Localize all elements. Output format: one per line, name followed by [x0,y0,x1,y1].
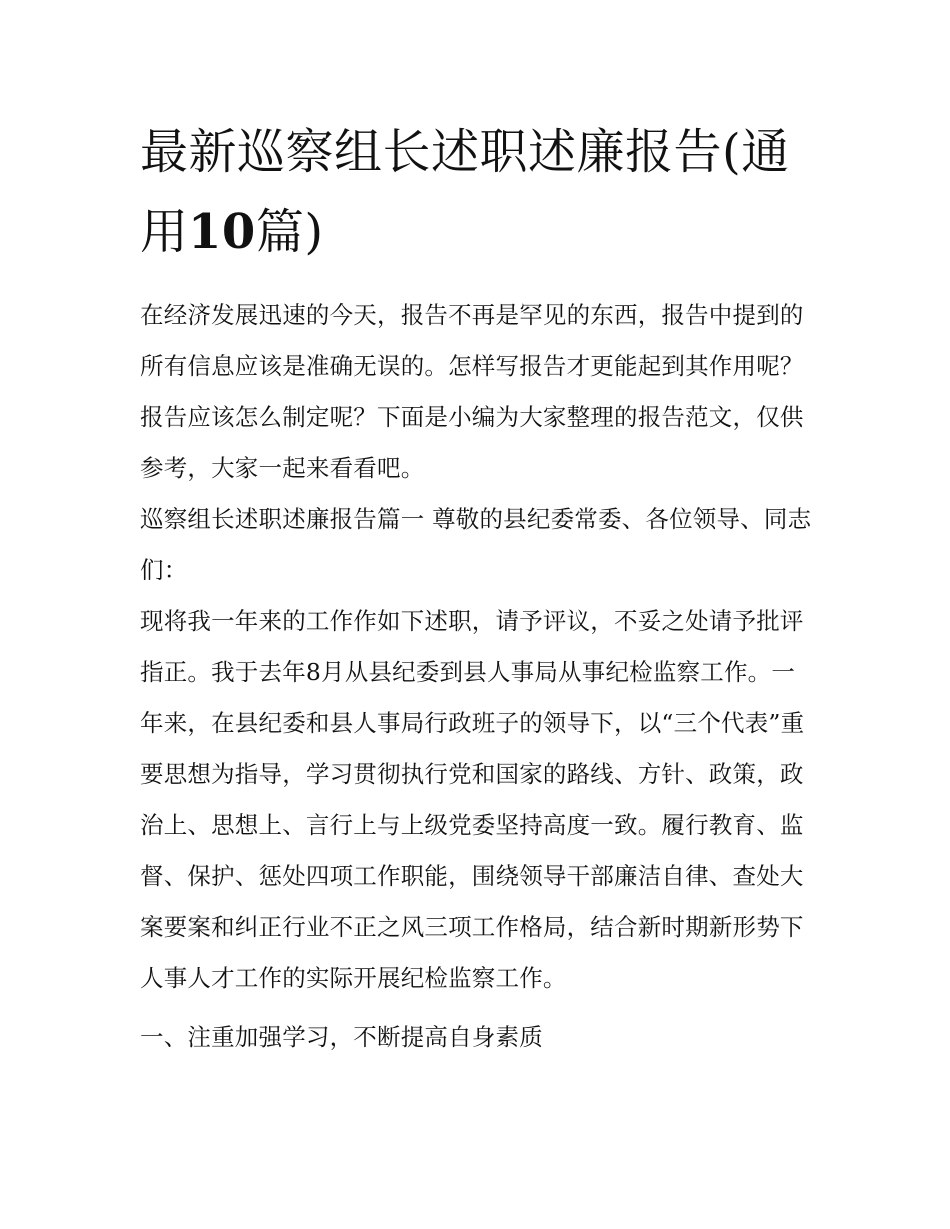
section-intro-paragraph: 巡察组长述职述廉报告篇一 尊敬的县纪委常委、各位领导、同志们： [140,505,812,584]
title-prefix: 最新巡察组长述职述廉报告(通 [140,124,790,180]
body-paragraph: 现将我一年来的工作作如下述职，请予评议，不妥之处请予批评指正。我于去年8月从县纪委到县人事局从事纪检监察工作。一年来，在县纪委和县人事局行政班子的领导下，以“三个代表”重要思想为指导，学习贯彻执行党和国家的路线、方针、政策，政治上、思想上、言行上与上级党委坚持高度一致。履行教育、监督、保护、惩处四项工作职能，围绕领导干部廉洁自律、查处大案要案和纠正行业不正之风三项工作格局，结合新时期新形势下人事人才工作的实际开展纪检监察工作。 [140,607,805,992]
title-line2: 用10篇) [140,204,324,260]
document-content [140,112,812,1063]
title-number: 10 [188,204,256,260]
section-heading-one: 一、注重加强学习，不断提高自身素质 [140,1023,543,1051]
intro-paragraph: 在经济发展迅速的今天，报告不再是罕见的东西，报告中提到的所有信息应该是准确无误的。怎样写报告才更能起到其作用呢？报告应该怎么制定呢？下面是小编为大家整理的报告范文，仅供参考，大家一起来看看吧。 [140,301,804,482]
document-title [140,112,812,272]
title-suffix: 篇) [255,204,324,260]
